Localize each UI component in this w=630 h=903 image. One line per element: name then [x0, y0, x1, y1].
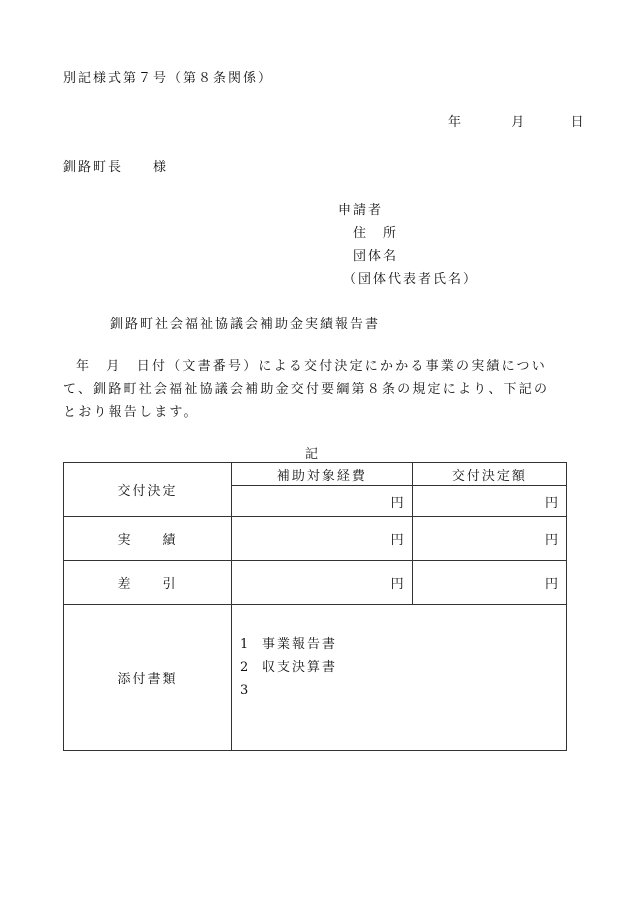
col-header-kofu-kettei-gaku: 交付決定額 — [412, 463, 566, 486]
col-header-hojo-taisho: 補助対象経費 — [232, 463, 413, 486]
cell-yen: 円 — [232, 486, 413, 517]
attachments-list — [232, 605, 567, 751]
cell-yen: 円 — [412, 486, 566, 517]
applicant-rep-name: （団体代表者氏名） — [343, 272, 479, 287]
recipient: 釧路町長 様 — [63, 160, 169, 175]
cell-yen: 円 — [232, 561, 413, 605]
ki-marker: 記 — [305, 447, 321, 462]
cell-yen: 円 — [412, 561, 566, 605]
cell-yen: 円 — [232, 517, 413, 561]
body-text: 年 月 日付（文書番号）による交付決定にかかる事業の実績について、釧路町社会福祉協議会補助金交付要綱第８条の規定により、下記のとおり報告します。 — [63, 359, 550, 420]
date-day: 日 — [570, 115, 586, 130]
list-item: 3 — [240, 683, 251, 698]
list-item: 2 収支決算書 — [240, 660, 338, 675]
date-line — [448, 111, 586, 130]
applicant-org-name: 団体名 — [353, 249, 399, 264]
applicant-block — [338, 199, 478, 291]
cell-yen: 円 — [412, 517, 566, 561]
row-label-sashihiki: 差 引 — [64, 561, 232, 605]
document-title: 釧路町社会福祉協議会補助金実績報告書 — [110, 317, 381, 332]
applicant-heading: 申請者 — [338, 203, 384, 218]
list-item: 1 事業報告書 — [240, 637, 338, 652]
row-label-jisseki: 実 績 — [64, 517, 232, 561]
report-table — [63, 462, 567, 751]
date-month: 月 — [511, 115, 527, 130]
row-label-kofu-kettei: 交付決定 — [64, 463, 232, 517]
form-label: 別記様式第７号（第８条関係） — [63, 71, 274, 86]
row-label-attachments: 添付書類 — [64, 605, 232, 751]
date-year: 年 — [448, 115, 464, 130]
applicant-address: 住 所 — [353, 226, 399, 241]
